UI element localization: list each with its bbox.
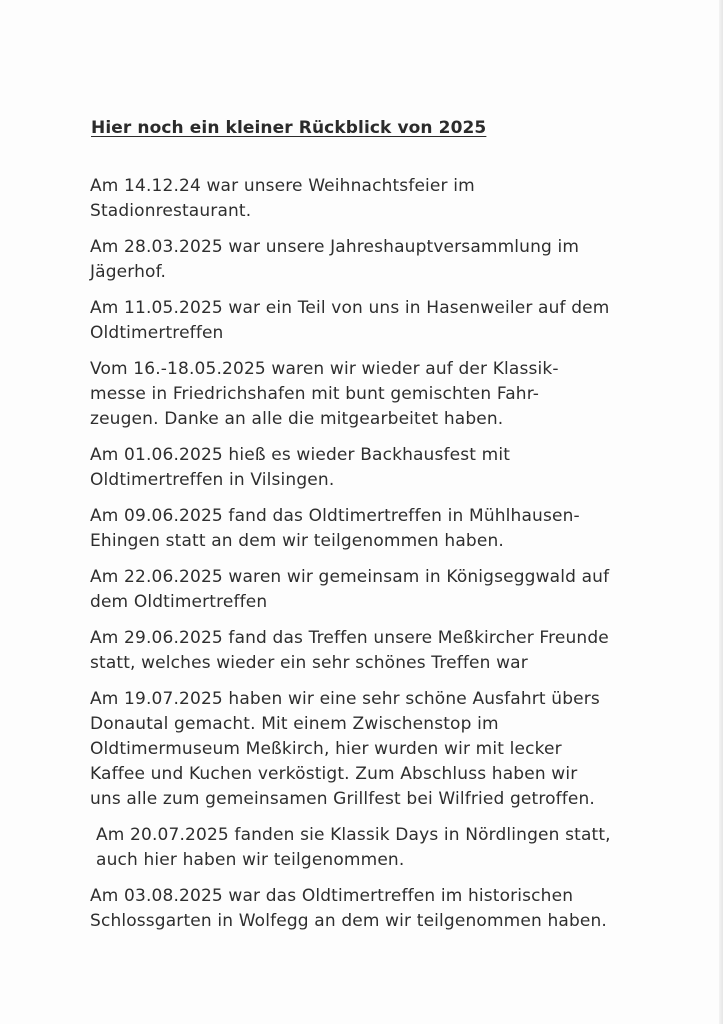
entry-line: Am 20.07.2025 fanden sie Klassik Days in Nördlingen statt,	[96, 825, 611, 845]
entry-line: Oldtimertreffen	[90, 323, 224, 343]
entry-line: zeugen. Danke an alle die mitgearbeitet haben.	[90, 409, 504, 429]
entry-klassik-days	[90, 823, 690, 873]
entry-hasenweiler	[90, 296, 690, 346]
entry-line: Vom 16.-18.05.2025 waren wir wieder auf der Klassik-	[90, 359, 559, 379]
entry-backhausfest	[90, 443, 690, 493]
entry-line: Oldtimermuseum Meßkirch, hier wurden wir mit lecker	[90, 739, 562, 759]
entry-line: Oldtimertreffen in Vilsingen.	[90, 470, 335, 490]
entry-line: Ehingen statt an dem wir teilgenommen haben.	[90, 531, 504, 551]
entry-jahreshauptversammlung	[90, 235, 690, 285]
entry-line: dem Oldtimertreffen	[90, 592, 268, 612]
entry-line: Schlossgarten in Wolfegg an dem wir teilgenommen haben.	[90, 911, 607, 931]
entry-line: Am 14.12.24 war unsere Weihnachtsfeier im	[90, 176, 475, 196]
entry-line: Am 19.07.2025 haben wir eine sehr schöne Ausfahrt übers	[90, 689, 600, 709]
entry-muehlhausen	[90, 504, 690, 554]
entry-line: messe in Friedrichshafen mit bunt gemischten Fahr-	[90, 384, 540, 404]
entry-line: Donautal gemacht. Mit einem Zwischenstop im	[90, 714, 499, 734]
entry-line: Kaffee und Kuchen verköstigt. Zum Abschluss haben wir	[90, 764, 578, 784]
entry-koenigseggwald	[90, 565, 690, 615]
page-title: Hier noch ein kleiner Rückblick von 2025	[91, 118, 487, 138]
entry-line: Am 29.06.2025 fand das Treffen unsere Meßkircher Freunde	[90, 628, 609, 648]
scan-edge	[719, 0, 723, 1024]
entry-weihnachtsfeier	[90, 174, 690, 224]
entry-line: Am 22.06.2025 waren wir gemeinsam in Königseggwald auf	[90, 567, 610, 587]
entry-list	[90, 174, 690, 934]
entry-line: Stadionrestaurant.	[90, 201, 252, 221]
entry-donautal-ausfahrt	[90, 687, 690, 812]
entry-line: Jägerhof.	[90, 262, 167, 282]
entry-line: Am 09.06.2025 fand das Oldtimertreffen in Mühlhausen-	[90, 506, 580, 526]
entry-messkirch-treffen	[90, 626, 690, 676]
entry-line: Am 01.06.2025 hieß es wieder Backhausfest mit	[90, 445, 511, 465]
entry-line: uns alle zum gemeinsamen Grillfest bei Wilfried getroffen.	[90, 789, 595, 809]
entry-line: statt, welches wieder ein sehr schönes Treffen war	[90, 653, 528, 673]
entry-wolfegg	[90, 884, 690, 934]
entry-line: Am 11.05.2025 war ein Teil von uns in Hasenweiler auf dem	[90, 298, 610, 318]
entry-line: auch hier haben wir teilgenommen.	[96, 850, 405, 870]
entry-line: Am 03.08.2025 war das Oldtimertreffen im historischen	[90, 886, 574, 906]
entry-klassikmesse	[90, 357, 690, 432]
entry-line: Am 28.03.2025 war unsere Jahreshauptversammlung im	[90, 237, 580, 257]
